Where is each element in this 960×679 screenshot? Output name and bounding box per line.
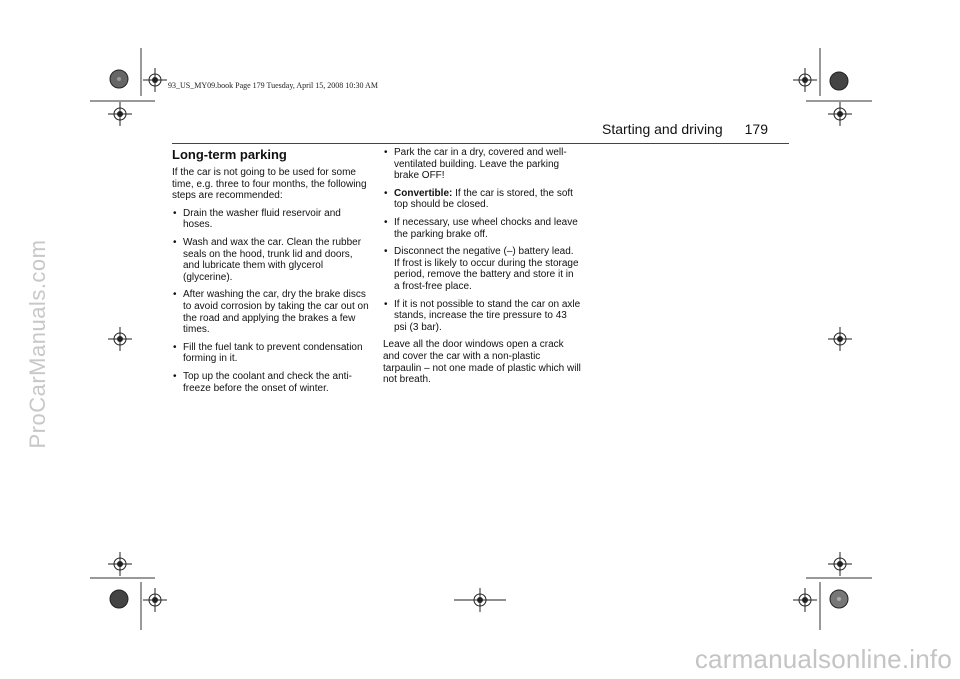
intro-paragraph: If the car is not going to be used for some time, e.g. three to four months, the following steps are recommended: — [172, 167, 367, 202]
dark-registration-disc-icon — [828, 70, 850, 92]
gray-registration-disc-icon — [108, 68, 130, 90]
crosshair-target-icon — [454, 588, 506, 612]
book-print-line: 93_US_MY09.book Page 179 Tuesday, April 15, 2008 10:30 AM — [168, 81, 378, 90]
crosshair-target-icon — [828, 327, 852, 351]
dark-registration-disc-icon — [108, 588, 130, 610]
crosshair-target-icon — [108, 552, 132, 576]
section-heading: Long-term parking — [172, 147, 287, 162]
footer-watermark: carmanualsonline.info — [694, 644, 952, 674]
crosshair-target-icon — [108, 327, 132, 351]
list-item: • If necessary, use wheel chocks and leave the parking brake off. — [383, 217, 581, 240]
crosshair-target-icon — [828, 102, 852, 126]
right-column — [383, 147, 581, 392]
convertible-label: Convertible: — [394, 187, 453, 199]
side-watermark: ProCarManuals.com — [25, 239, 50, 449]
bullet-list — [172, 208, 370, 394]
gray-registration-disc-icon — [828, 588, 850, 610]
list-item: • Fill the fuel tank to prevent condensation forming in it. — [172, 342, 370, 365]
list-item: • If it is not possible to stand the car on axle stands, increase the tire pressure to 43 psi (3 bar). — [383, 299, 581, 334]
left-column — [172, 147, 370, 400]
list-item: • After washing the car, dry the brake discs to avoid corrosion by taking the car out on the road and applying the brakes a few times. — [172, 289, 370, 335]
list-item: • Park the car in a dry, covered and well-ventilated building. Leave the parking brake OFF! — [383, 147, 581, 182]
list-item: • Top up the coolant and check the anti-freeze before the onset of winter. — [172, 371, 370, 394]
crosshair-target-icon — [793, 588, 817, 612]
list-item: • Drain the washer fluid reservoir and hoses. — [172, 208, 370, 231]
list-item: • Convertible: If the car is stored, the soft top should be closed. — [383, 188, 581, 211]
bullet-list — [383, 147, 581, 333]
list-item: • Disconnect the negative (–) battery lead. If frost is likely to occur during the storage period, remove the battery and store it in a frost-free place. — [383, 246, 581, 292]
page-number: 179 — [744, 121, 768, 137]
closing-paragraph: Leave all the door windows open a crack and cover the car with a non-plastic tarpaulin – not one made of plastic which will not breath. — [383, 339, 581, 386]
list-item: • Wash and wax the car. Clean the rubber seals on the hood, trunk lid and doors, and lubricate them with glycerol (glycerine). — [172, 237, 370, 283]
crosshair-target-icon — [828, 552, 852, 576]
crosshair-target-icon — [793, 68, 817, 92]
section-title: Starting and driving — [602, 121, 723, 137]
running-header — [602, 121, 768, 137]
crosshair-target-icon — [108, 102, 132, 126]
header-rule — [172, 143, 789, 144]
crosshair-target-icon — [143, 68, 167, 92]
crosshair-target-icon — [143, 588, 167, 612]
